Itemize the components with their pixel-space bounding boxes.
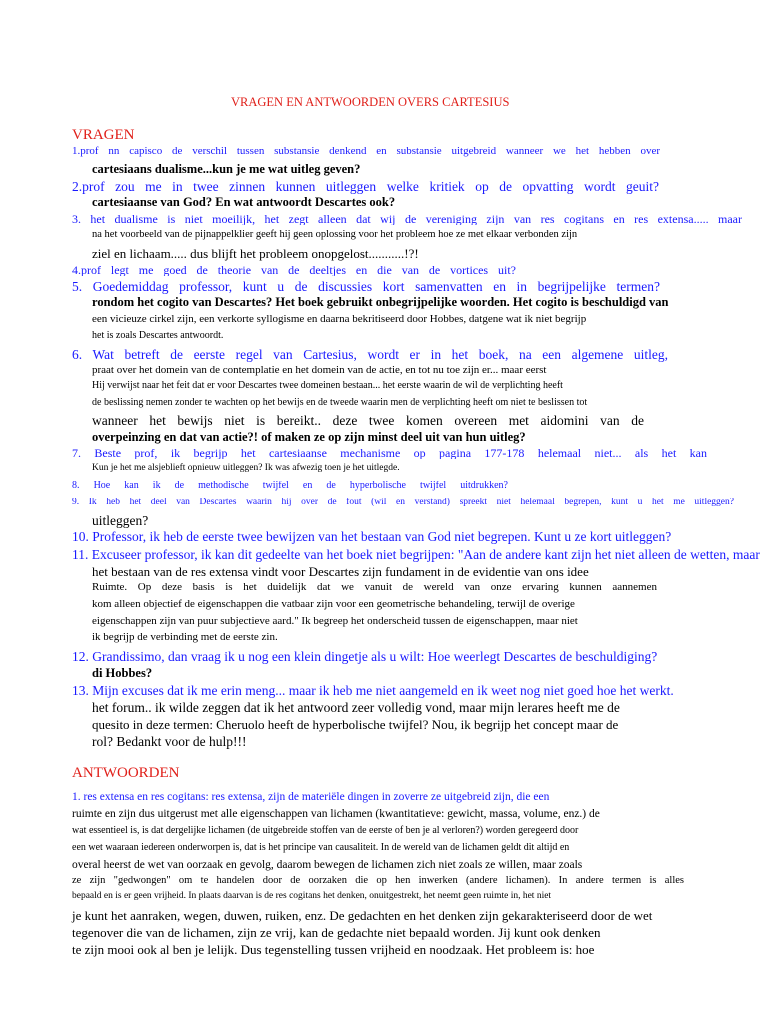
question-line: het forum.. ik wilde zeggen dat ik het antwoord zeer volledig vond, maar mijn lerares heeft me de [92,700,620,715]
answer-line: wat essentieel is, is dat dergelijke lichamen (de uitgebreide stoffen van de eerste of ben je al verloren?) worden geregeerd door [72,825,579,836]
question-line: praat over het domein van de contemplatie en het domein van de actie, en tot nu toe zijn er... maar eerst [92,364,547,376]
question-line: di Hobbes? [92,666,153,680]
question-line: 13. Mijn excuses dat ik me erin meng... maar ik heb me niet aangemeld en ik weet nog niet goed hoe het werkt. [72,683,674,698]
question-line: 10. Professor, ik heb de eerste twee bewijzen van het bestaan van God niet begrepen. Kunt u ze kort uitleggen? [72,529,672,544]
question-line: het bestaan van de res extensa vindt voor Descartes zijn fundament in de evidentie van ons idee [92,564,589,579]
question-line: rol? Bedankt voor de hulp!!! [92,734,247,749]
answer-line: 1. res extensa en res cogitans: res extensa, zijn de materiële dingen in zoverre ze uitgebreid zijn, die een [72,791,550,803]
question-line: cartesiaanse van God? En wat antwoordt Descartes ook? [92,195,396,209]
answer-line: overal heerst de wet van oorzaak en gevolg, daarom bewegen de lichamen zich niet zoals ze willen, maar zoals [72,859,583,871]
question-line: na het voorbeeld van de pijnappelklier geeft hij geen oplossing voor het probleem hoe ze met elkaar verbonden zijn [92,229,578,240]
question-line: 9. Ik heb het deel van Descartes waarin hij over de fout (wil en verstand) spreekt niet helemaal begrepen, kunt u het me uitleggen? [72,498,734,507]
answer-line: te zijn mooi ook al ben je lelijk. Dus tegenstelling tussen vrijheid en noodzaak. Het probleem is: hoe [72,942,595,957]
question-line: 12. Grandissimo, dan vraag ik u nog een klein dingetje als u wilt: Hoe weerlegt Descartes de beschuldiging? [72,649,658,664]
question-line: 11. Excuseer professor, ik kan dit gedeelte van het boek niet begrijpen: "Aan de andere kant zijn het niet alleen de wetten, maar [72,547,760,562]
page-title: VRAGEN EN ANTWOORDEN OVERS CARTESIUS [231,95,510,109]
question-line: 5. Goedemiddag professor, kunt u de discussies kort samenvatten en in begrijpelijke termen? [72,280,660,294]
question-line: Ruimte. Op deze basis is het duidelijk dat we vanuit de wereld van onze ervaring kunnen aannemen [92,582,657,593]
answer-line: een wet waaraan iedereen onderworpen is, dat is het principe van causaliteit. In de wereld van de lichamen geldt dit altijd en [72,842,570,853]
question-line: 1.prof nn capisco de verschil tussen substansie denkend en substansie uitgebreid wanneer we het hebben over [72,146,660,157]
question-line: 8. Hoe kan ik de methodische twijfel en de hyperbolische twijfel uitdrukken? [72,481,508,491]
question-line: cartesiaans dualisme...kun je me wat uitleg geven? [92,162,361,176]
vragen-heading: VRAGEN [72,127,135,143]
question-line: de beslissing nemen zonder te wachten op het bewijs en de tweede waarin men de verplichting heeft om niet te beslissen tot [92,397,588,408]
antwoorden-heading: ANTWOORDEN [72,765,180,781]
question-line: 3. het dualisme is niet moeilijk, het zegt alleen dat wij de vereniging zijn van res cogitans en res extensa..... maar [72,213,742,225]
question-line: 7. Beste prof, ik begrijp het cartesiaanse mechanisme op pagina 177-178 helemaal niet... als het kan [72,447,707,459]
question-line: eigenschappen zijn van puur subjectieve aard." Ik begreep het onderscheid tussen de eigenschappen, maar niet [92,615,578,627]
question-line: quesito in deze termen: Cheruolo heeft de hyperbolische twijfel? Nou, ik begrijp het concept maar de [92,717,619,732]
question-line: Hij verwijst naar het feit dat er voor Descartes twee domeinen bestaan... het eerste waarin de wil de verplichting heeft [92,380,563,391]
question-line: een vicieuze cirkel zijn, een verkorte syllogisme en daarna bekritiseerd door Hobbes, datgene wat ik niet begrijp [92,313,587,325]
question-line: rondom het cogito van Descartes? Het boek gebruikt onbegrijpelijke woorden. Het cogito is beschuldigd van [92,295,669,309]
question-line: het is zoals Descartes antwoordt. [92,330,224,341]
question-line: wanneer het bewijs niet is bereikt.. deze twee komen overeen met aidomini van de [92,414,644,428]
question-line: ik begrijp de verbinding met de eerste zin. [92,631,278,643]
question-line: kom alleen objectief de eigenschappen die vatbaar zijn voor een geometrische behandeling, terwijl de overige [92,598,575,610]
question-line: ziel en lichaam..... dus blijft het probleem onopgelost...........!?! [92,246,419,261]
question-line: overpeinzing en dat van actie?! of maken ze op zijn minst deel uit van hun uitleg? [92,430,526,444]
answer-line: ruimte en zijn dus uitgerust met alle eigenschappen van lichamen (kwantitatieve: gewicht, massa, volume, enz.) de [72,808,600,820]
answer-line: bepaald en is er geen vrijheid. In plaats daarvan is de res cogitans het denken, onuitgestrekt, het neemt geen ruimte in, het niet [72,891,552,901]
question-line: 2.prof zou me in twee zinnen kunnen uitleggen welke kritiek op de opvatting wordt geuit? [72,180,659,194]
question-line: 6. Wat betreft de eerste regel van Cartesius, wordt er in het boek, na een algemene uitleg, [72,348,668,362]
answer-line: ze zijn "gedwongen" om te handelen door de oorzaken die op hen inwerken (andere lichamen). In andere termen is alles [72,876,684,886]
question-line: Kun je het me alsjeblieft opnieuw uitleggen? Ik was afwezig toen je het uitlegde. [92,463,400,473]
answer-line: je kunt het aanraken, wegen, duwen, ruiken, enz. De gedachten en het denken zijn gekarakteriseerd door de wet [72,908,653,923]
question-line: uitleggen? [92,513,149,528]
answer-line: tegenover die van de lichamen, zijn ze vrij, kan de gedachte niet bepaald worden. Jij kunt ook denken [72,925,601,940]
question-line: 4.prof legt me goed de theorie van de deeltjes en die van de vortices uit? [72,264,516,276]
